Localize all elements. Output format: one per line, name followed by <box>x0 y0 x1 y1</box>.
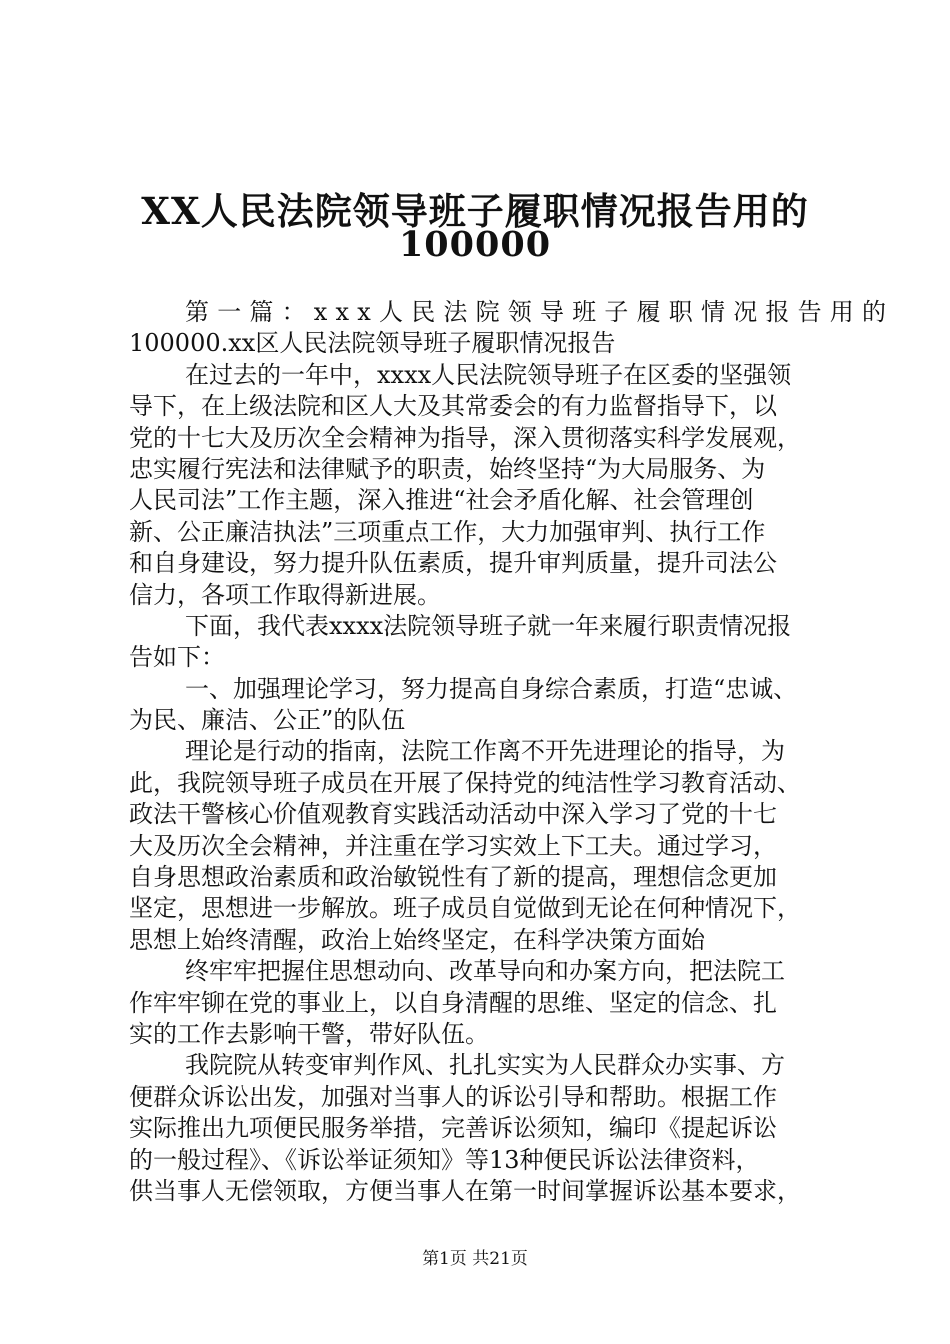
body-line: 100000.xx区人民法院领导班子履职情况报告 <box>129 329 616 358</box>
body-line: 终牢牢把握住思想动向、改革导向和办案方向，把法院工 <box>185 957 785 986</box>
body-line: 大及历次全会精神，并注重在学习实效上下工夫。通过学习， <box>129 831 777 860</box>
body-line: 第一篇：xxx人民法院领导班子履职情况报告用的 <box>185 298 895 326</box>
document-title-line-1: XX人民法院领导班子履职情况报告用的 <box>141 189 809 233</box>
body-line: 忠实履行宪法和法律赋予的职责，始终坚持“为大局服务、为 <box>129 454 766 483</box>
page-footer: 第1页 共21页 <box>422 1249 528 1269</box>
body-line: 自身思想政治素质和政治敏锐性有了新的提高，理想信念更加 <box>129 863 777 892</box>
body-line: 党的十七大及历次全会精神为指导，深入贯彻落实科学发展观， <box>129 423 801 452</box>
body-line: 实际推出九项便民服务举措，完善诉讼须知，编印《提起诉讼 <box>129 1114 777 1143</box>
body-line: 供当事人无偿领取，方便当事人在第一时间掌握诉讼基本要求， <box>129 1176 801 1205</box>
body-line: 的一般过程》、《诉讼举证须知》等13种便民诉讼法律资料， <box>129 1145 760 1174</box>
body-line: 便群众诉讼出发，加强对当事人的诉讼引导和帮助。根据工作 <box>129 1082 777 1111</box>
body-line: 新、公正廉洁执法”三项重点工作，大力加强审判、执行工作 <box>129 517 766 546</box>
document-body <box>129 297 895 1207</box>
body-line: 导下，在上级法院和区人大及其常委会的有力监督指导下，以 <box>129 392 777 421</box>
body-line: 一、加强理论学习，努力提高自身综合素质，打造“忠诚、 <box>185 674 798 703</box>
body-line: 为民、廉洁、公正”的队伍 <box>129 706 406 735</box>
body-line: 告如下： <box>129 643 225 672</box>
body-line: 人民司法”工作主题，深入推进“社会矛盾化解、社会管理创 <box>129 486 754 515</box>
body-line: 信力，各项工作取得新进展。 <box>129 580 441 609</box>
body-line: 实的工作去影响干警，带好队伍。 <box>129 1019 489 1048</box>
body-line: 坚定，思想进一步解放。班子成员自觉做到无论在何种情况下， <box>129 894 801 923</box>
body-line: 作牢牢铆在党的事业上，以自身清醒的思维、坚定的信念、扎 <box>129 988 777 1017</box>
body-line: 在过去的一年中，xxxx人民法院领导班子在区委的坚强领 <box>185 360 792 389</box>
body-line: 此，我院领导班子成员在开展了保持党的纯洁性学习教育活动、 <box>129 768 801 797</box>
body-line: 下面，我代表xxxx法院领导班子就一年来履行职责情况报 <box>185 611 792 640</box>
body-line: 思想上始终清醒，政治上始终坚定，在科学决策方面始 <box>129 925 705 954</box>
document-title-line-2: 100000 <box>398 224 552 265</box>
body-line: 我院院从转变审判作风、扎扎实实为人民群众办实事、方 <box>185 1051 785 1080</box>
body-line: 和自身建设，努力提升队伍素质，提升审判质量，提升司法公 <box>129 549 777 578</box>
body-line: 政法干警核心价值观教育实践活动活动中深入学习了党的十七 <box>129 800 777 829</box>
body-line: 理论是行动的指南，法院工作离不开先进理论的指导，为 <box>185 737 785 766</box>
